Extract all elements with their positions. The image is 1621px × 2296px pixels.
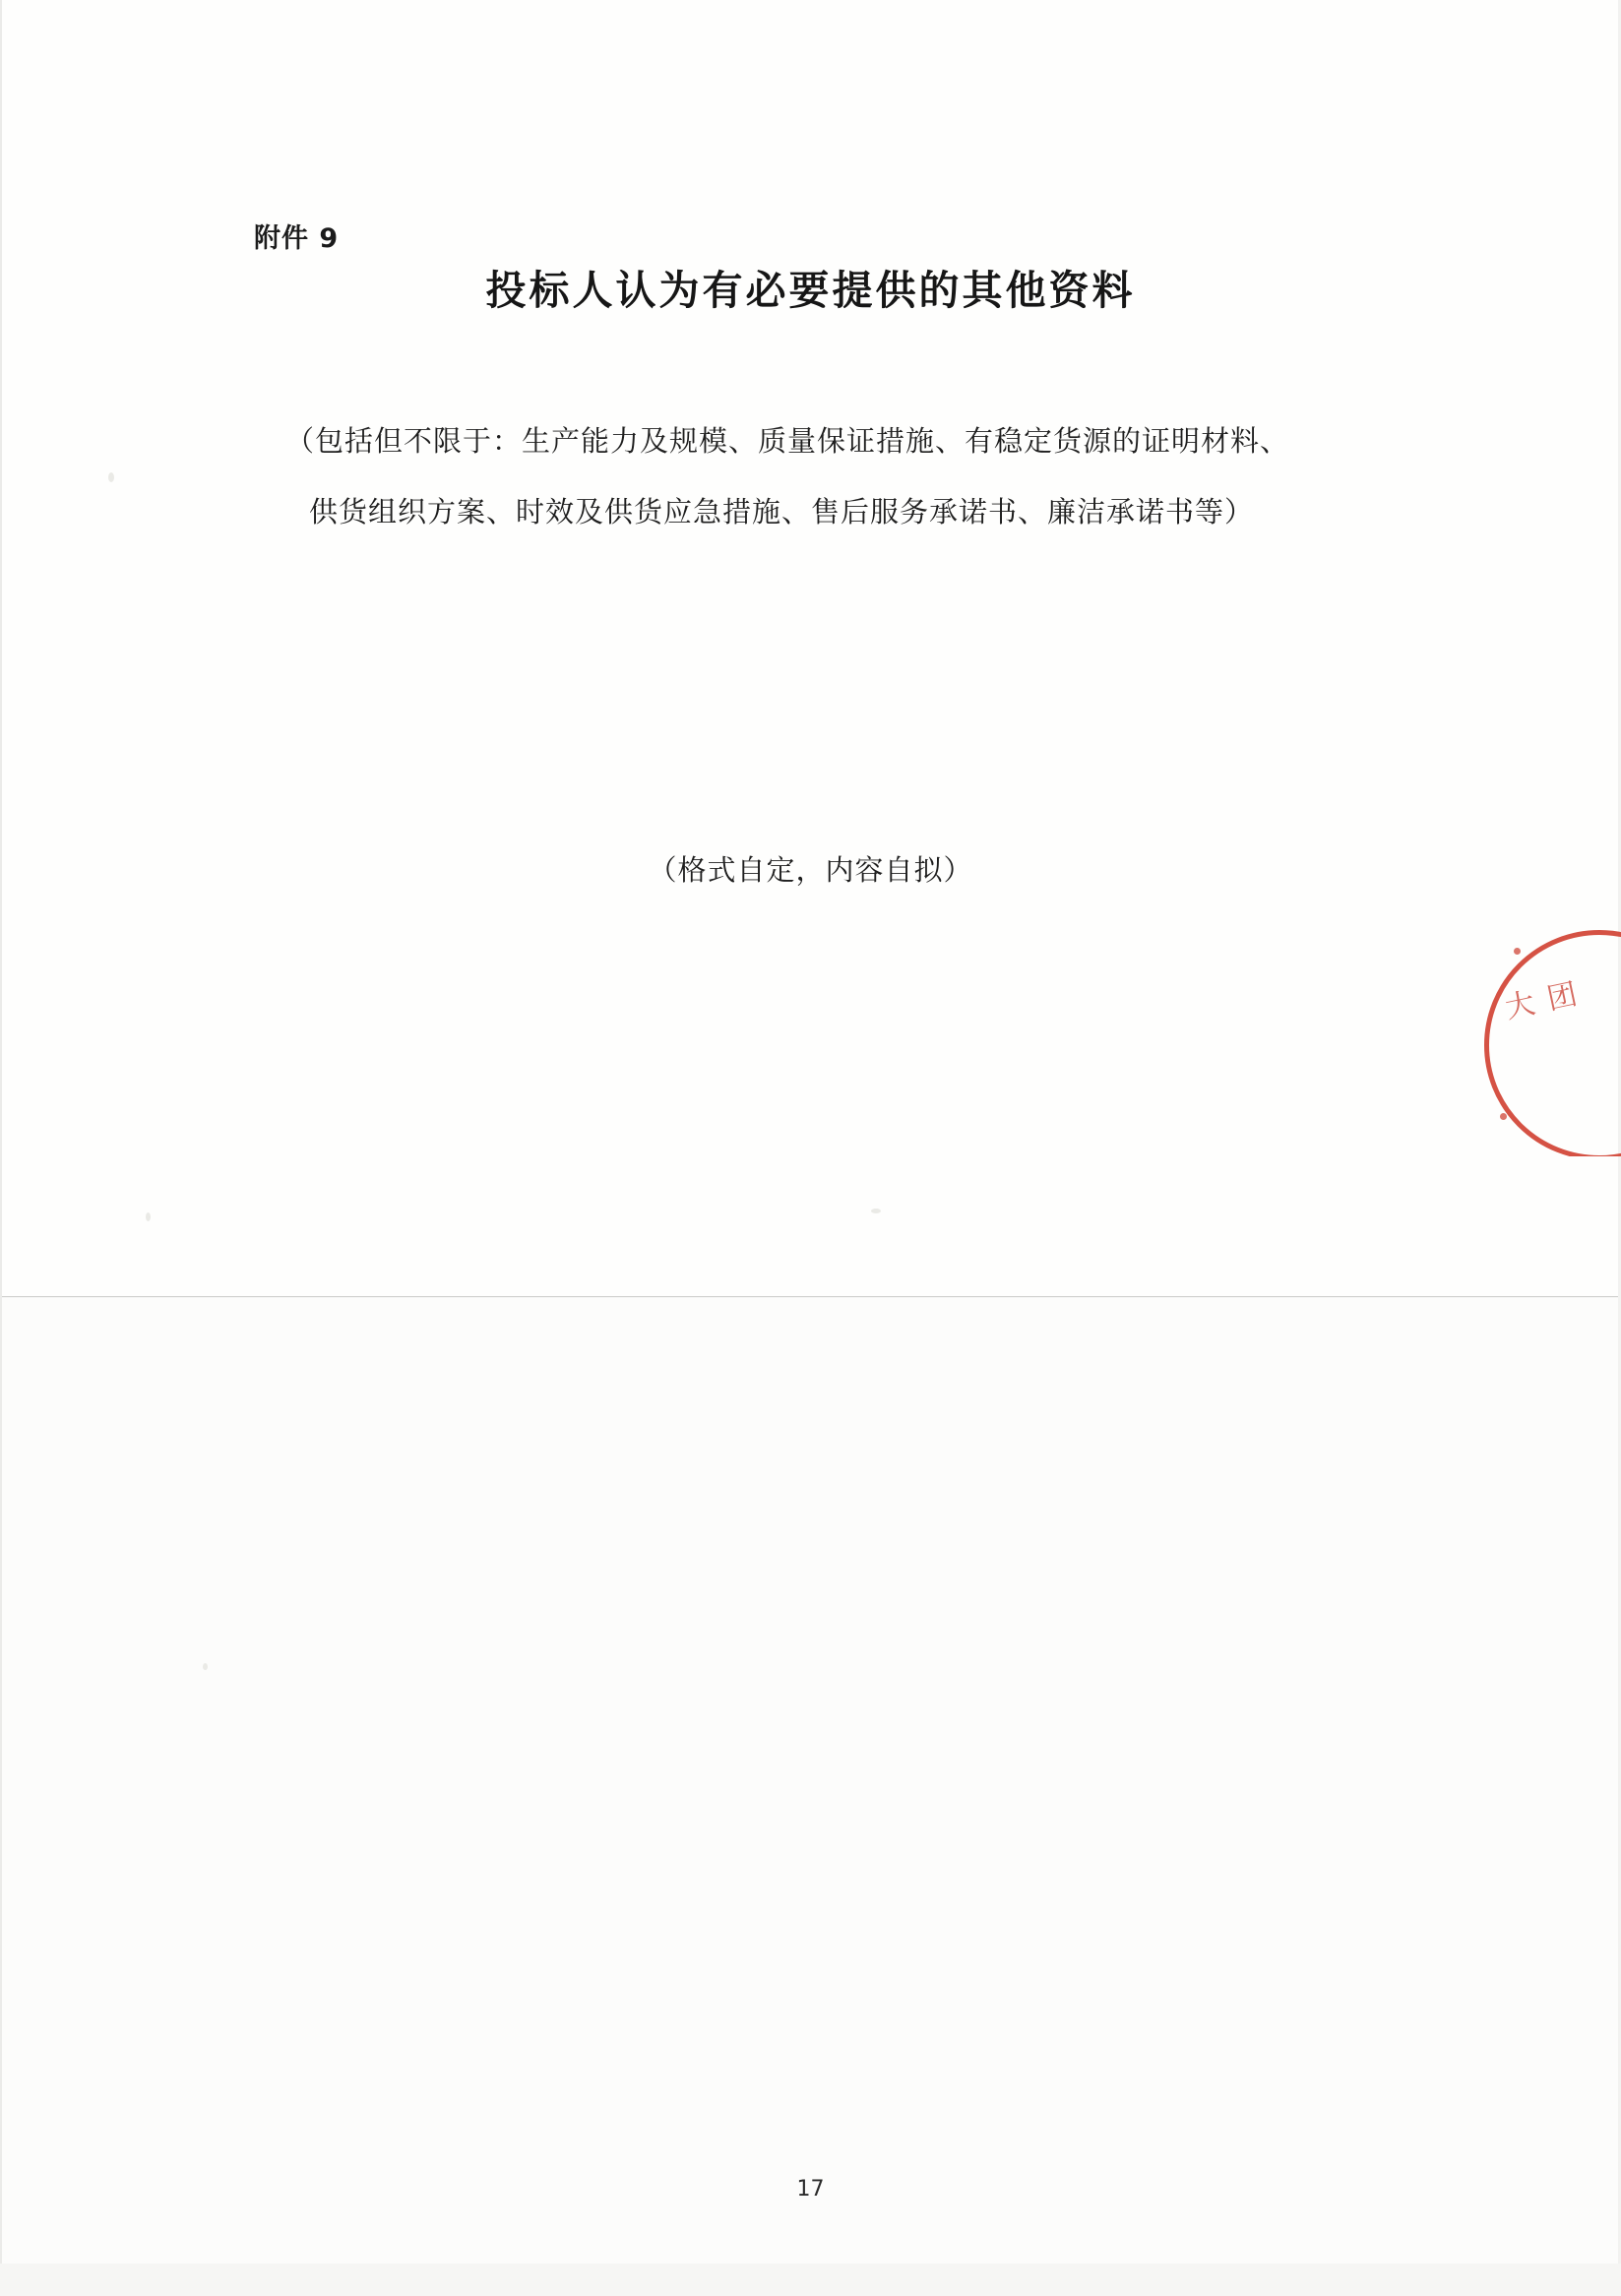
scan-speck — [203, 1663, 208, 1670]
scope-paragraph-line-1: （包括但不限于：生产能力及规模、质量保证措施、有稳定货源的证明材料、 — [285, 424, 1290, 458]
scope-paragraph — [285, 405, 1378, 547]
format-note: （格式自定，内容自拟） — [648, 853, 973, 887]
page-title: 投标人认为有必要提供的其他资料 — [485, 267, 1136, 314]
seal-outer-ring — [1484, 930, 1621, 1156]
scan-bottom-band — [0, 2264, 1621, 2296]
scope-paragraph-line-2: 供货组织方案、时效及供货应急措施、售后服务承诺书、廉洁承诺书等） — [309, 495, 1255, 528]
scan-region-lower — [0, 1298, 1621, 2296]
page-number: 17 — [796, 2177, 825, 2202]
seal-text: 大 团 — [1502, 976, 1583, 1026]
seal-mark-dot — [1500, 1113, 1507, 1120]
attachment-label: 附件 9 — [254, 223, 340, 254]
company-seal-stamp — [1484, 930, 1621, 1156]
seal-mark-dot — [1514, 948, 1521, 955]
